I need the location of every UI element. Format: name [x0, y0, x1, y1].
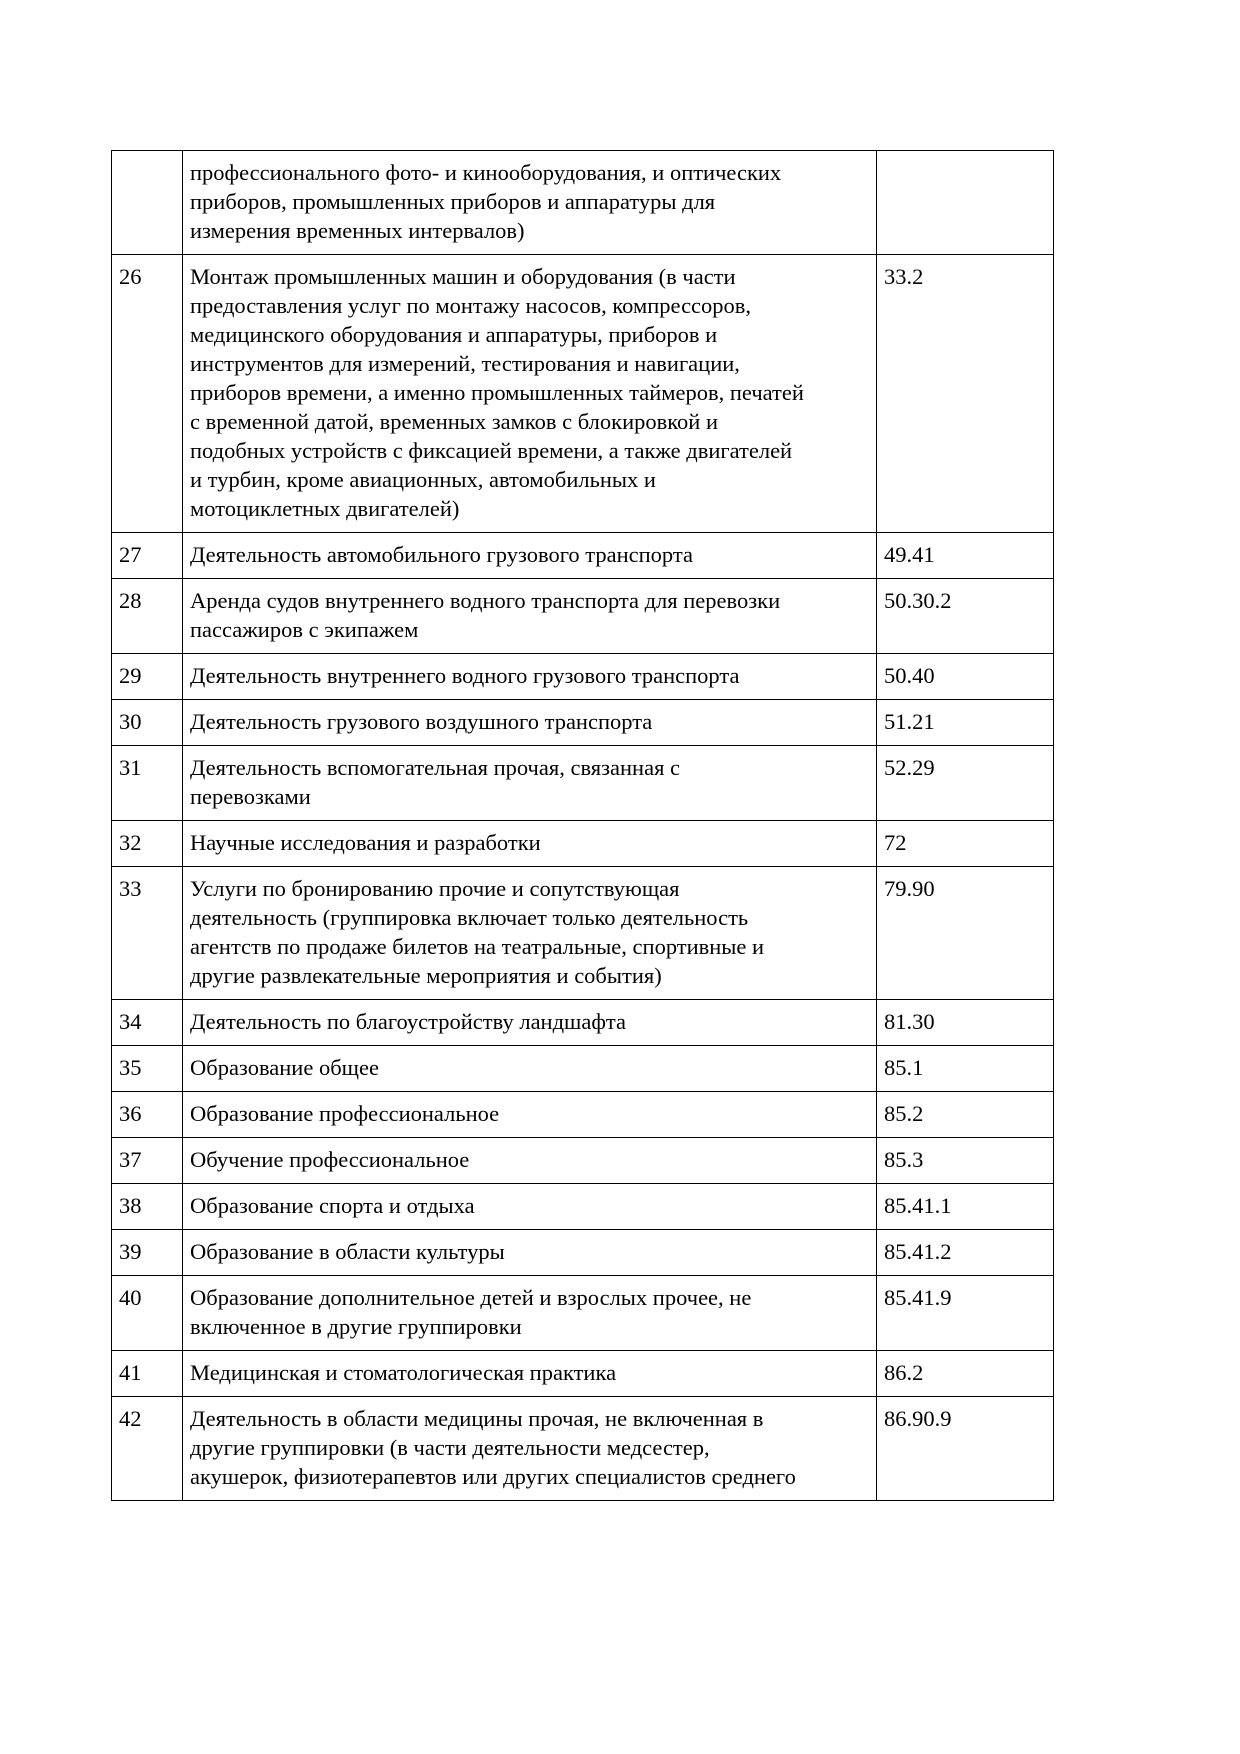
activity-name-line: Образование спорта и отдыха	[190, 1193, 475, 1218]
activity-name	[183, 1092, 877, 1138]
okved-code: 85.2	[877, 1092, 1054, 1138]
activity-name-line: Деятельность вспомогательная прочая, связанная с	[190, 755, 681, 780]
activity-name	[183, 1000, 877, 1046]
activity-name	[183, 1230, 877, 1276]
row-number: 31	[112, 746, 183, 821]
table-row	[112, 1092, 1054, 1138]
activity-name-line: Деятельность в области медицины прочая, не включенная в	[190, 1406, 764, 1431]
row-number: 39	[112, 1230, 183, 1276]
activity-name	[183, 746, 877, 821]
activity-name-line: Услуги по бронированию прочие и сопутствующая	[190, 876, 680, 901]
row-number: 35	[112, 1046, 183, 1092]
activity-name-line: профессионального фото- и кинооборудования, и оптических	[190, 160, 782, 185]
activity-name	[183, 1138, 877, 1184]
activity-name-line: Деятельность грузового воздушного транспорта	[190, 709, 653, 734]
table-row	[112, 151, 1054, 255]
activity-name-line: Образование профессиональное	[190, 1101, 500, 1126]
row-number: 33	[112, 867, 183, 1000]
okved-code: 33.2	[877, 255, 1054, 533]
table-row	[112, 1184, 1054, 1230]
activity-name-line: другие группировки (в части деятельности медсестер,	[190, 1435, 710, 1460]
okved-code: 79.90	[877, 867, 1054, 1000]
table-row	[112, 1397, 1054, 1501]
activity-name-line: Обучение профессиональное	[190, 1147, 470, 1172]
table-row	[112, 1276, 1054, 1351]
activity-name-line: Деятельность внутреннего водного грузового транспорта	[190, 663, 740, 688]
okved-code: 51.21	[877, 700, 1054, 746]
activity-name	[183, 1184, 877, 1230]
row-number: 30	[112, 700, 183, 746]
row-number: 40	[112, 1276, 183, 1351]
row-number: 41	[112, 1351, 183, 1397]
row-number: 28	[112, 579, 183, 654]
activity-name-line: мотоциклетных двигателей)	[190, 496, 460, 521]
activity-name-line: деятельность (группировка включает только деятельность	[190, 905, 749, 930]
okved-code: 85.1	[877, 1046, 1054, 1092]
activity-name-line: Научные исследования и разработки	[190, 830, 541, 855]
okved-code: 85.41.9	[877, 1276, 1054, 1351]
table-row	[112, 654, 1054, 700]
activity-name-line: Медицинская и стоматологическая практика	[190, 1360, 617, 1385]
activity-name-line: Образование в области культуры	[190, 1239, 505, 1264]
activity-name	[183, 151, 877, 255]
okved-code: 81.30	[877, 1000, 1054, 1046]
activity-name-line: Аренда судов внутреннего водного транспорта для перевозки	[190, 588, 781, 613]
table-row	[112, 1138, 1054, 1184]
activity-name	[183, 579, 877, 654]
activity-name-line: приборов, промышленных приборов и аппаратуры для	[190, 189, 716, 214]
okved-code: 85.3	[877, 1138, 1054, 1184]
table-row	[112, 579, 1054, 654]
activity-name-line: агентств по продаже билетов на театральные, спортивные и	[190, 934, 765, 959]
activity-name-line: приборов времени, а именно промышленных таймеров, печатей	[190, 380, 804, 405]
activity-name	[183, 867, 877, 1000]
row-number: 36	[112, 1092, 183, 1138]
okved-code: 86.90.9	[877, 1397, 1054, 1501]
activity-name-line: перевозками	[190, 784, 311, 809]
okved-code: 85.41.2	[877, 1230, 1054, 1276]
table-row	[112, 700, 1054, 746]
activity-name-line: подобных устройств с фиксацией времени, а также двигателей	[190, 438, 793, 463]
activity-name	[183, 1397, 877, 1501]
table-row	[112, 1046, 1054, 1092]
table-row	[112, 1351, 1054, 1397]
activity-name-line: пассажиров с экипажем	[190, 617, 419, 642]
activity-name	[183, 821, 877, 867]
table-row	[112, 867, 1054, 1000]
table-row	[112, 821, 1054, 867]
activity-name-line: Деятельность по благоустройству ландшафта	[190, 1009, 627, 1034]
activity-name-line: Образование общее	[190, 1055, 379, 1080]
activity-name-line: с временной датой, временных замков с блокировкой и	[190, 409, 719, 434]
table-body	[112, 151, 1054, 1501]
table-row	[112, 533, 1054, 579]
activity-name-line: инструментов для измерений, тестирования и навигации,	[190, 351, 740, 376]
activity-name	[183, 700, 877, 746]
activity-name	[183, 533, 877, 579]
table-row	[112, 1000, 1054, 1046]
okved-code: 49.41	[877, 533, 1054, 579]
activity-name-line: измерения временных интервалов)	[190, 218, 525, 243]
activity-name-line: Монтаж промышленных машин и оборудования (в части	[190, 264, 736, 289]
table-row	[112, 746, 1054, 821]
row-number: 26	[112, 255, 183, 533]
activity-name-line: медицинского оборудования и аппаратуры, приборов и	[190, 322, 718, 347]
activity-name	[183, 1351, 877, 1397]
row-number	[112, 151, 183, 255]
activity-name-line: другие развлекательные мероприятия и события)	[190, 963, 662, 988]
okved-code	[877, 151, 1054, 255]
activity-name	[183, 255, 877, 533]
activity-name-line: акушерок, физиотерапевтов или других специалистов среднего	[190, 1464, 796, 1489]
okved-code: 85.41.1	[877, 1184, 1054, 1230]
activity-name-line: Образование дополнительное детей и взрослых прочее, не	[190, 1285, 752, 1310]
okved-code: 50.30.2	[877, 579, 1054, 654]
activity-name	[183, 654, 877, 700]
row-number: 27	[112, 533, 183, 579]
activity-name	[183, 1046, 877, 1092]
activity-name-line: Деятельность автомобильного грузового транспорта	[190, 542, 693, 567]
okved-code: 52.29	[877, 746, 1054, 821]
row-number: 37	[112, 1138, 183, 1184]
activity-codes-table	[111, 150, 1054, 1501]
activity-name-line: предоставления услуг по монтажу насосов, компрессоров,	[190, 293, 752, 318]
activity-name-line: включенное в другие группировки	[190, 1314, 522, 1339]
row-number: 32	[112, 821, 183, 867]
okved-code: 86.2	[877, 1351, 1054, 1397]
row-number: 34	[112, 1000, 183, 1046]
row-number: 29	[112, 654, 183, 700]
okved-code: 50.40	[877, 654, 1054, 700]
activity-name	[183, 1276, 877, 1351]
table-row	[112, 1230, 1054, 1276]
activity-name-line: и турбин, кроме авиационных, автомобильных и	[190, 467, 656, 492]
row-number: 38	[112, 1184, 183, 1230]
table-row	[112, 255, 1054, 533]
okved-code: 72	[877, 821, 1054, 867]
row-number: 42	[112, 1397, 183, 1501]
